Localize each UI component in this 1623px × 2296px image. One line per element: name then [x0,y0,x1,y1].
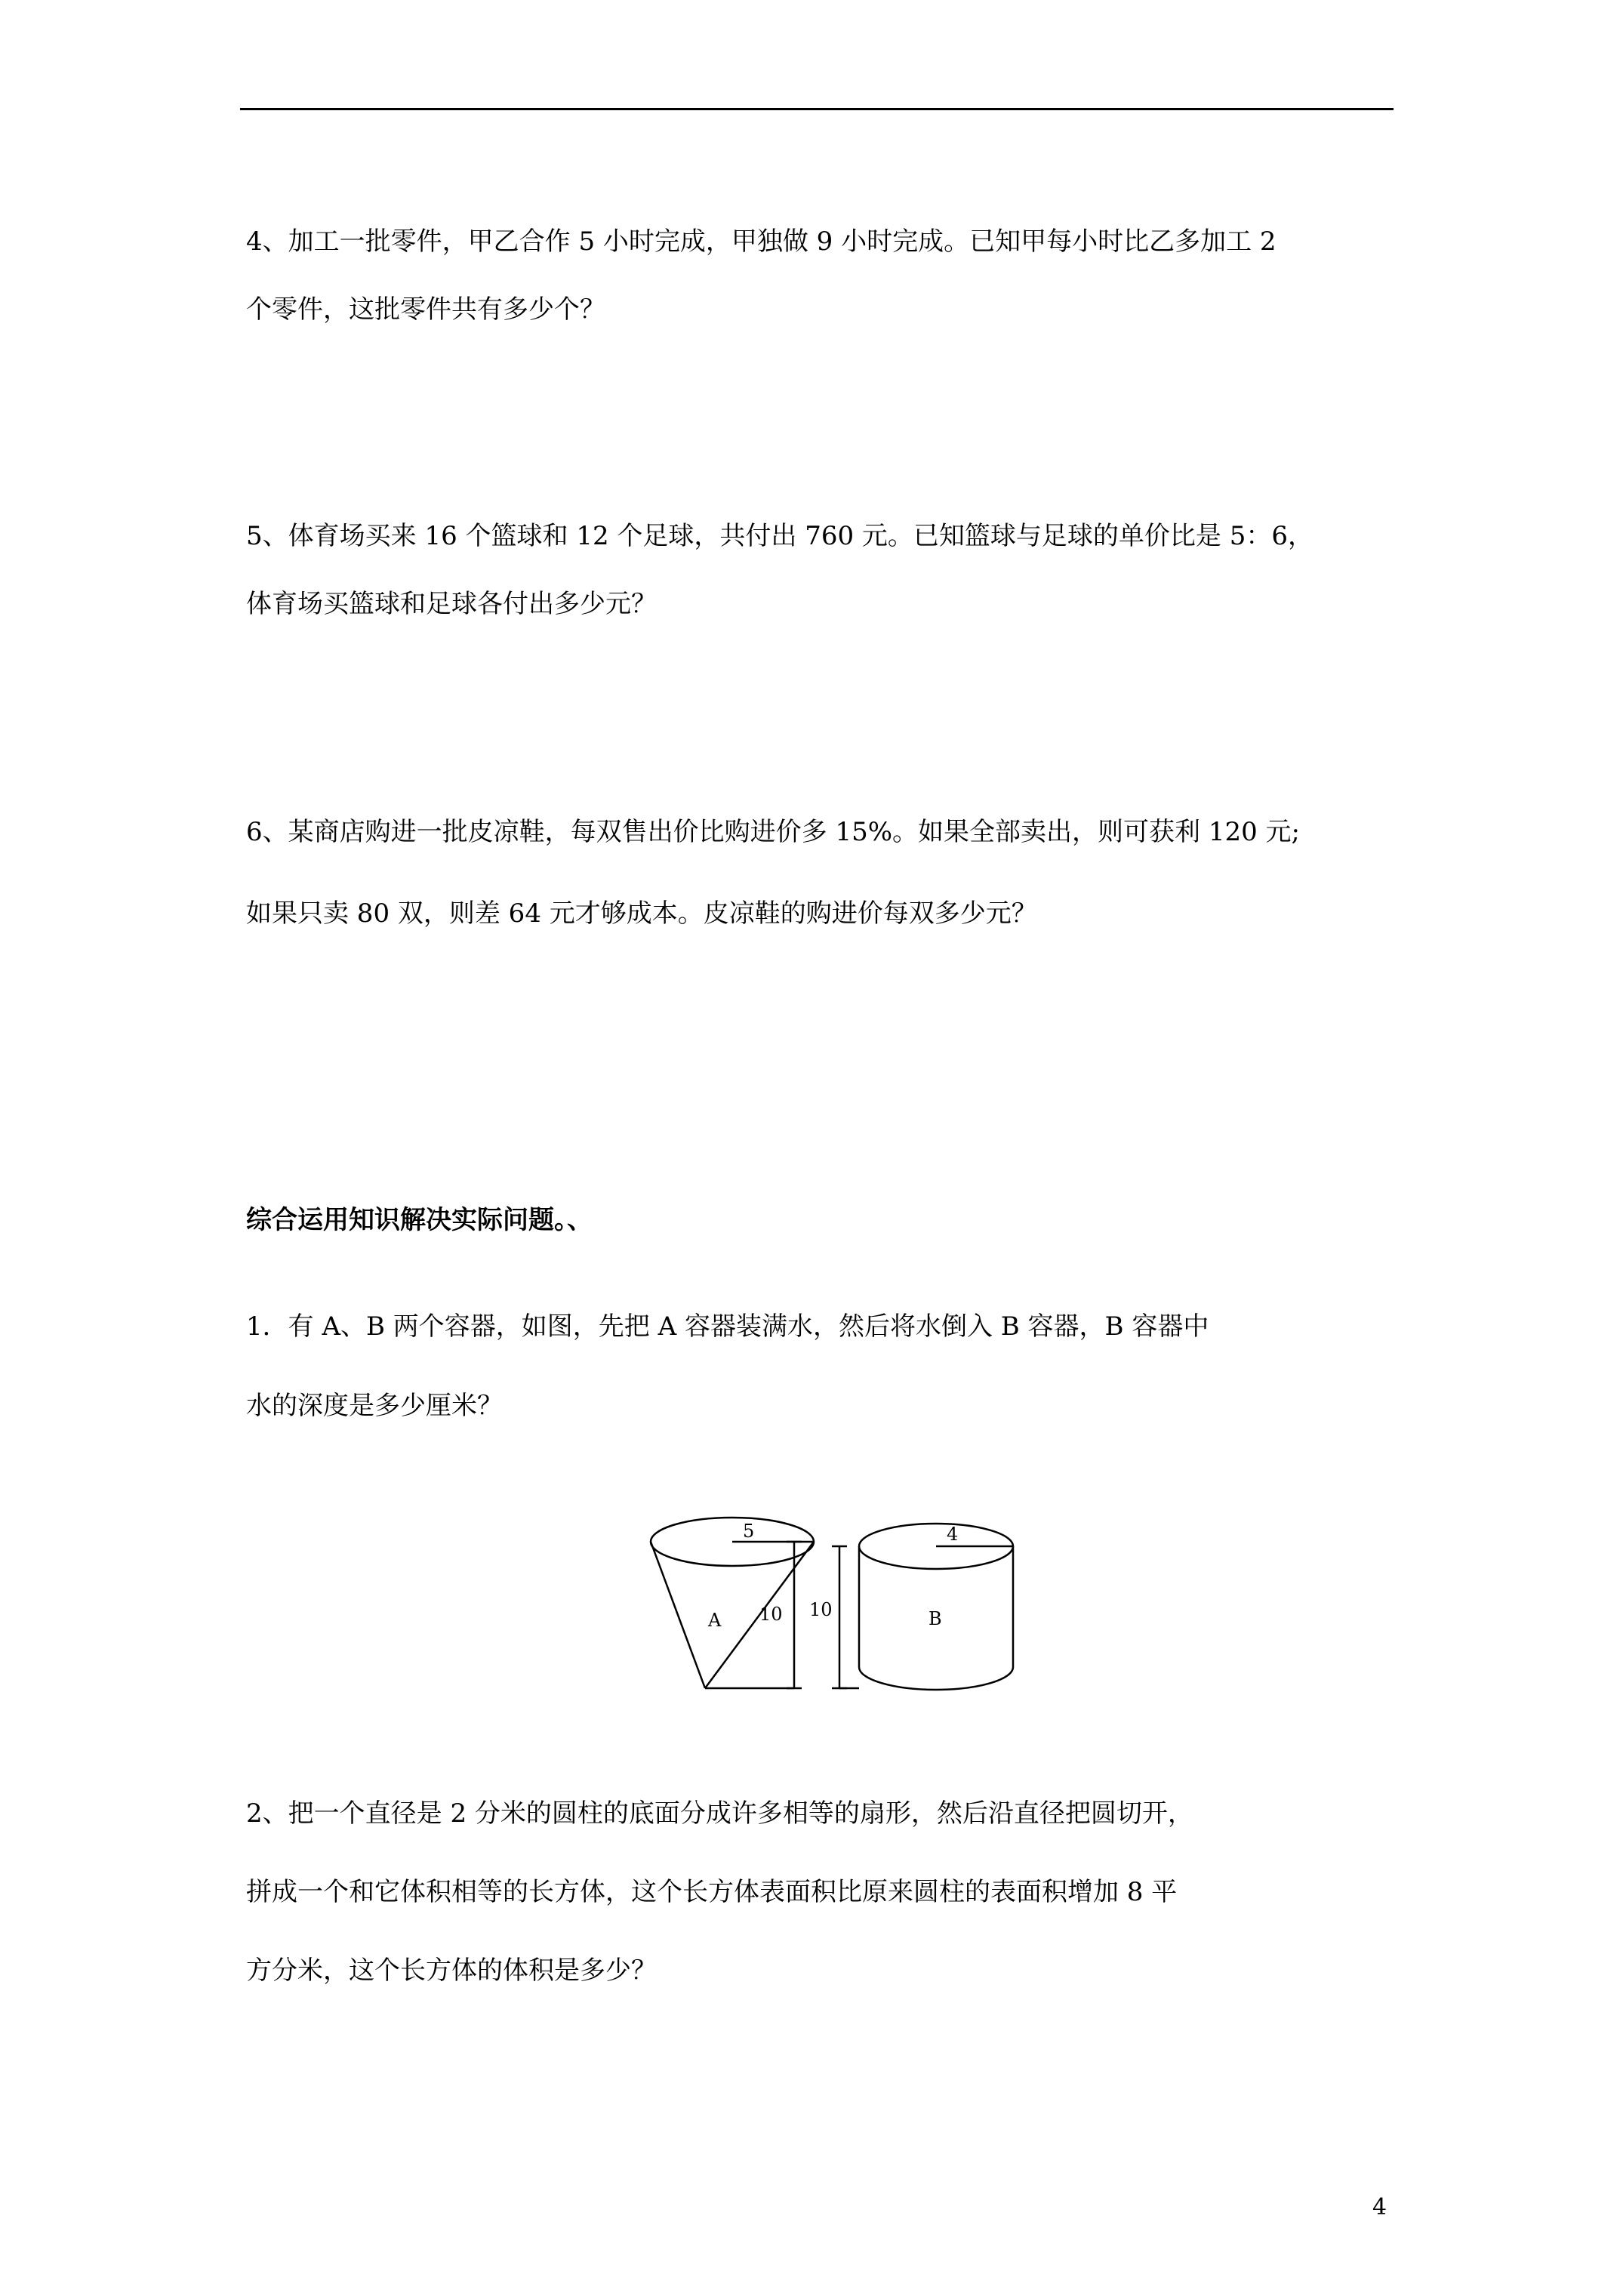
cone-radius-label: 5 [743,1521,755,1542]
cylinder-label: B [929,1608,942,1629]
cone-label: A [708,1610,722,1631]
problem-b2-line-2: 拼成一个和它体积相等的长方体，这个长方体表面积比原来圆柱的表面积增加 8 平 [246,1877,1178,1907]
problem-b1-line-2: 水的深度是多少厘米？ [246,1391,503,1421]
problem-b2-line-3: 方分米，这个长方体的体积是多少？ [246,1955,657,1986]
cylinder-radius-label: 4 [947,1524,959,1545]
cone-height-label: 10 [759,1604,783,1625]
page-number: 4 [1372,2194,1387,2220]
problem-4-line-2: 个零件，这批零件共有多少个？ [246,294,605,325]
problem-5-line-2: 体育场买篮球和足球各付出多少元？ [246,589,657,619]
cylinder-height-label: 10 [809,1599,833,1620]
section-title: 综合运用知识解决实际问题。、 [246,1205,593,1235]
problem-6-line-2: 如果只卖 80 双，则差 64 元才够成本。皮凉鞋的购进价每双多少元？ [246,898,1037,929]
problem-b2-line-1: 2、把一个直径是 2 分米的圆柱的底面分成许多相等的扇形，然后沿直径把圆切开， [246,1798,1193,1829]
header-rule [240,108,1394,110]
containers-figure [619,1510,1027,1706]
problem-4-line-1: 4、加工一批零件，甲乙合作 5 小时完成，甲独做 9 小时完成。已知甲每小时比乙多加工 2 [246,227,1277,257]
problem-5-line-1: 5、体育场买来 16 个篮球和 12 个足球，共付出 760 元。已知篮球与足球的单价比是 5：6， [246,521,1313,551]
cylinder-bottom-arc [859,1667,1013,1690]
problem-b1-line-1: 1．有 A、B 两个容器，如图，先把 A 容器装满水，然后将水倒入 B 容器，B 容器中 [246,1311,1209,1342]
problem-6-line-1: 6、某商店购进一批皮凉鞋，每双售出价比购进价多 15%。如果全部卖出，则可获利 120 元; [246,817,1300,847]
